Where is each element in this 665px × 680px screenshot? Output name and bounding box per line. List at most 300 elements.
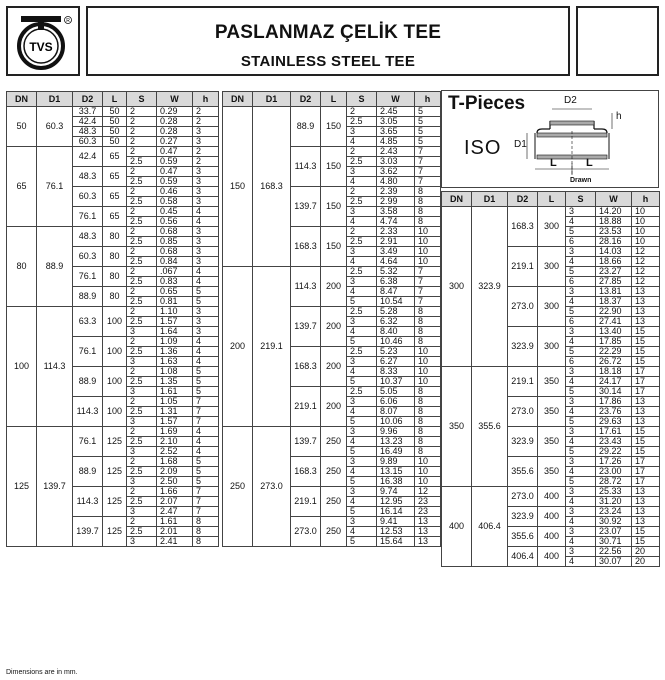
w-cell: 13.40 [596,327,632,337]
d2-cell: 114.3 [73,397,103,427]
h-cell: 15 [632,527,660,537]
h-cell: 12 [415,487,441,497]
diagram-label-d1: D1 [514,139,527,150]
s-cell: 2 [127,227,157,237]
s-cell: 3 [566,527,596,537]
w-cell: 3.62 [377,167,415,177]
w-cell: 0.56 [157,217,193,227]
h-cell: 7 [415,147,441,157]
column-header-l: L [103,92,127,107]
w-cell: 0.59 [157,177,193,187]
h-cell: 13 [415,517,441,527]
h-cell: 3 [193,137,219,147]
s-cell: 2.5 [127,297,157,307]
s-cell: 2 [347,107,377,117]
d1-cell: 323.9 [472,207,508,367]
h-cell: 3 [193,197,219,207]
s-cell: 4 [347,287,377,297]
h-cell: 17 [632,377,660,387]
column-header-h: h [415,92,441,107]
h-cell: 2 [193,147,219,157]
s-cell: 2 [127,117,157,127]
h-cell: 7 [415,157,441,167]
s-cell: 6 [566,317,596,327]
w-cell: 26.72 [596,357,632,367]
table-row [7,427,219,437]
w-cell: 4.80 [377,177,415,187]
d1-cell: 168.3 [253,107,291,267]
d2-cell: 76.1 [73,267,103,287]
d2-cell: 139.7 [73,517,103,547]
s-cell: 5 [566,227,596,237]
l-cell: 80 [103,227,127,247]
dn-cell: 125 [7,427,37,547]
w-cell: 0.47 [157,147,193,157]
column-header-d1: D1 [253,92,291,107]
s-cell: 3 [127,537,157,547]
w-cell: 0.83 [157,277,193,287]
w-cell: 15.64 [377,537,415,547]
w-cell: 1.61 [157,517,193,527]
w-cell: 12.95 [377,497,415,507]
table-row [223,107,441,117]
s-cell: 2.5 [127,527,157,537]
h-cell: 4 [193,357,219,367]
table-row [442,207,660,217]
l-cell: 80 [103,287,127,307]
d2-cell: 139.7 [291,187,321,227]
h-cell: 4 [193,347,219,357]
w-cell: 6.32 [377,317,415,327]
h-cell: 15 [632,357,660,367]
s-cell: 2 [127,127,157,137]
w-cell: 0.68 [157,227,193,237]
l-cell: 400 [538,547,566,567]
h-cell: 7 [193,397,219,407]
h-cell: 3 [193,307,219,317]
s-cell: 4 [566,517,596,527]
h-cell: 13 [415,527,441,537]
column-header-l: L [321,92,347,107]
h-cell: 8 [415,407,441,417]
s-cell: 5 [347,377,377,387]
column-header-s: S [347,92,377,107]
s-cell: 2.5 [347,197,377,207]
w-cell: 5.28 [377,307,415,317]
h-cell: 3 [193,327,219,337]
h-cell: 13 [632,497,660,507]
h-cell: 10 [415,227,441,237]
h-cell: 8 [415,317,441,327]
w-cell: 12.53 [377,527,415,537]
h-cell: 3 [193,167,219,177]
header-row [223,92,441,107]
l-cell: 250 [321,457,347,487]
w-cell: 23.07 [596,527,632,537]
s-cell: 2.5 [127,197,157,207]
h-cell: 3 [193,247,219,257]
s-cell: 3 [347,397,377,407]
l-cell: 100 [103,307,127,337]
h-cell: 10 [415,367,441,377]
h-cell: 3 [193,257,219,267]
s-cell: 2 [127,287,157,297]
w-cell: 2.10 [157,437,193,447]
h-cell: 3 [193,227,219,237]
h-cell: 7 [415,287,441,297]
w-cell: 27.85 [596,277,632,287]
d1-cell: 76.1 [37,147,73,227]
h-cell: 8 [415,197,441,207]
d2-cell: 168.3 [291,347,321,387]
l-cell: 200 [321,267,347,307]
dn-cell: 300 [442,207,472,367]
d2-cell: 219.1 [508,367,538,397]
h-cell: 13 [632,507,660,517]
d2-cell: 323.9 [508,327,538,367]
w-cell: 3.03 [377,157,415,167]
w-cell: 29.63 [596,417,632,427]
h-cell: 15 [632,447,660,457]
w-cell: 0.84 [157,257,193,267]
table-row [223,267,441,277]
w-cell: 6.38 [377,277,415,287]
w-cell: 2.39 [377,187,415,197]
h-cell: 15 [632,537,660,547]
footnote: Dimensions are in mm. [6,669,78,676]
w-cell: 1.10 [157,307,193,317]
column-header-w: W [157,92,193,107]
w-cell: 22.90 [596,307,632,317]
s-cell: 3 [127,477,157,487]
s-cell: 2 [127,337,157,347]
s-cell: 2.5 [127,157,157,167]
s-cell: 3 [127,387,157,397]
d2-cell: 33.7 [73,107,103,117]
h-cell: 13 [632,287,660,297]
dn-cell: 200 [223,267,253,427]
s-cell: 2.5 [127,377,157,387]
s-cell: 4 [347,257,377,267]
w-cell: 9.41 [377,517,415,527]
l-cell: 50 [103,137,127,147]
w-cell: 1.36 [157,347,193,357]
h-cell: 5 [193,287,219,297]
tee-drawing-icon [442,91,660,189]
d2-cell: 76.1 [73,337,103,367]
d2-cell: 114.3 [291,147,321,187]
l-cell: 350 [538,397,566,427]
d2-cell: 42.4 [73,147,103,167]
d2-cell: 406.4 [508,547,538,567]
l-cell: 100 [103,367,127,397]
w-cell: 14.03 [596,247,632,257]
w-cell: 1.31 [157,407,193,417]
h-cell: 17 [632,457,660,467]
d1-cell: 273.0 [253,427,291,547]
column-header-d2: D2 [73,92,103,107]
h-cell: 7 [415,167,441,177]
s-cell: 3 [347,127,377,137]
s-cell: 5 [347,477,377,487]
w-cell: 2.33 [377,227,415,237]
w-cell: 2.45 [377,107,415,117]
s-cell: 4 [347,407,377,417]
w-cell: 14.20 [596,207,632,217]
d1-cell: 60.3 [37,107,73,147]
w-cell: 5.23 [377,347,415,357]
s-cell: 2 [127,307,157,317]
d2-cell: 48.3 [73,227,103,247]
h-cell: 8 [415,187,441,197]
h-cell: 7 [415,267,441,277]
h-cell: 10 [632,217,660,227]
s-cell: 5 [566,417,596,427]
s-cell: 4 [347,437,377,447]
s-cell: 5 [566,347,596,357]
h-cell: 13 [632,297,660,307]
l-cell: 125 [103,427,127,457]
h-cell: 4 [193,447,219,457]
s-cell: 2 [127,247,157,257]
s-cell: 5 [347,337,377,347]
w-cell: 16.49 [377,447,415,457]
s-cell: 2 [127,397,157,407]
w-cell: 8.33 [377,367,415,377]
h-cell: 8 [415,437,441,447]
s-cell: 3 [566,427,596,437]
w-cell: 0.65 [157,287,193,297]
title-box [86,6,570,76]
dn-cell: 80 [7,227,37,307]
w-cell: 3.05 [377,117,415,127]
l-cell: 150 [321,147,347,187]
s-cell: 3 [347,457,377,467]
h-cell: 20 [632,557,660,567]
w-cell: 1.63 [157,357,193,367]
h-cell: 13 [632,307,660,317]
s-cell: 2.5 [127,177,157,187]
w-cell: 0.58 [157,197,193,207]
s-cell: 3 [566,487,596,497]
dn-cell: 250 [223,427,253,547]
w-cell: 8.07 [377,407,415,417]
s-cell: 2.5 [127,407,157,417]
table-row [7,227,219,237]
h-cell: 10 [415,457,441,467]
dn-cell: 100 [7,307,37,427]
w-cell: 3.58 [377,207,415,217]
s-cell: 2 [127,107,157,117]
d2-cell: 168.3 [291,457,321,487]
d2-cell: 273.0 [508,397,538,427]
w-cell: 9.89 [377,457,415,467]
h-cell: 13 [632,487,660,497]
s-cell: 6 [566,237,596,247]
column-header-d1: D1 [472,192,508,207]
h-cell: 8 [415,397,441,407]
w-cell: 30.92 [596,517,632,527]
h-cell: 8 [415,447,441,457]
s-cell: 5 [566,447,596,457]
l-cell: 65 [103,147,127,167]
s-cell: 2.5 [347,117,377,127]
l-cell: 65 [103,167,127,187]
w-cell: 4.74 [377,217,415,227]
w-cell: 30.71 [596,537,632,547]
h-cell: 5 [193,377,219,387]
h-cell: 15 [632,327,660,337]
h-cell: 4 [193,427,219,437]
d2-cell: 114.3 [73,487,103,517]
d2-cell: 168.3 [508,207,538,247]
w-cell: .067 [157,267,193,277]
w-cell: 30.07 [596,557,632,567]
d2-cell: 88.9 [73,457,103,487]
header-right-box [576,6,659,76]
s-cell: 3 [566,367,596,377]
w-cell: 6.06 [377,397,415,407]
h-cell: 13 [632,417,660,427]
s-cell: 5 [347,297,377,307]
l-cell: 250 [321,427,347,457]
h-cell: 3 [193,187,219,197]
w-cell: 17.26 [596,457,632,467]
h-cell: 5 [193,477,219,487]
s-cell: 3 [347,317,377,327]
s-cell: 2 [347,187,377,197]
h-cell: 3 [193,127,219,137]
w-cell: 22.56 [596,547,632,557]
w-cell: 1.69 [157,427,193,437]
dn-cell: 65 [7,147,37,227]
diagram-label-d2: D2 [564,95,577,106]
h-cell: 2 [193,157,219,167]
s-cell: 2.5 [127,237,157,247]
d2-cell: 219.1 [291,487,321,517]
h-cell: 5 [193,467,219,477]
s-cell: 3 [566,247,596,257]
title-english: STAINLESS STEEL TEE [240,53,416,70]
table-row [442,487,660,497]
l-cell: 250 [321,517,347,547]
h-cell: 8 [415,387,441,397]
d2-cell: 88.9 [73,367,103,397]
s-cell: 2 [127,167,157,177]
h-cell: 7 [415,277,441,287]
l-cell: 80 [103,267,127,287]
l-cell: 150 [321,187,347,227]
w-cell: 2.52 [157,447,193,457]
h-cell: 13 [632,517,660,527]
svg-text:R: R [66,18,70,24]
s-cell: 4 [566,217,596,227]
h-cell: 5 [193,297,219,307]
s-cell: 4 [347,367,377,377]
s-cell: 2.5 [347,237,377,247]
h-cell: 7 [193,497,219,507]
d2-cell: 48.3 [73,167,103,187]
h-cell: 10 [415,467,441,477]
h-cell: 13 [632,317,660,327]
s-cell: 5 [566,267,596,277]
s-cell: 3 [347,427,377,437]
s-cell: 2.5 [347,307,377,317]
s-cell: 4 [347,177,377,187]
h-cell: 12 [632,277,660,287]
s-cell: 4 [347,467,377,477]
w-cell: 2.41 [157,537,193,547]
h-cell: 5 [193,457,219,467]
h-cell: 10 [632,237,660,247]
l-cell: 80 [103,247,127,267]
w-cell: 1.08 [157,367,193,377]
h-cell: 12 [632,257,660,267]
s-cell: 4 [347,217,377,227]
s-cell: 2 [127,517,157,527]
s-cell: 2.5 [127,347,157,357]
w-cell: 23.27 [596,267,632,277]
s-cell: 4 [347,497,377,507]
s-cell: 4 [347,527,377,537]
l-cell: 350 [538,457,566,487]
d2-cell: 219.1 [508,247,538,287]
w-cell: 3.65 [377,127,415,137]
w-cell: 18.37 [596,297,632,307]
tee-table-dn50-125 [6,91,219,547]
w-cell: 2.43 [377,147,415,157]
h-cell: 5 [415,137,441,147]
s-cell: 6 [566,357,596,367]
h-cell: 5 [415,107,441,117]
d2-cell: 323.9 [508,507,538,527]
h-cell: 4 [193,437,219,447]
w-cell: 23.00 [596,467,632,477]
d2-cell: 48.3 [73,127,103,137]
w-cell: 23.43 [596,437,632,447]
w-cell: 2.91 [377,237,415,247]
w-cell: 10.06 [377,417,415,427]
w-cell: 13.15 [377,467,415,477]
s-cell: 3 [127,357,157,367]
column-header-w: W [596,192,632,207]
column-header-d2: D2 [291,92,321,107]
d2-cell: 114.3 [291,267,321,307]
l-cell: 100 [103,337,127,367]
h-cell: 10 [415,257,441,267]
s-cell: 3 [127,417,157,427]
l-cell: 150 [321,107,347,147]
w-cell: 2.47 [157,507,193,517]
logo [6,6,80,76]
s-cell: 4 [566,537,596,547]
d2-cell: 42.4 [73,117,103,127]
w-cell: 9.96 [377,427,415,437]
h-cell: 7 [193,417,219,427]
s-cell: 4 [566,337,596,347]
s-cell: 2 [127,267,157,277]
s-cell: 5 [347,417,377,427]
w-cell: 5.32 [377,267,415,277]
h-cell: 17 [632,387,660,397]
w-cell: 2.99 [377,197,415,207]
s-cell: 3 [347,487,377,497]
h-cell: 8 [415,307,441,317]
w-cell: 2.09 [157,467,193,477]
s-cell: 4 [566,297,596,307]
dn-cell: 400 [442,487,472,567]
s-cell: 2 [347,147,377,157]
